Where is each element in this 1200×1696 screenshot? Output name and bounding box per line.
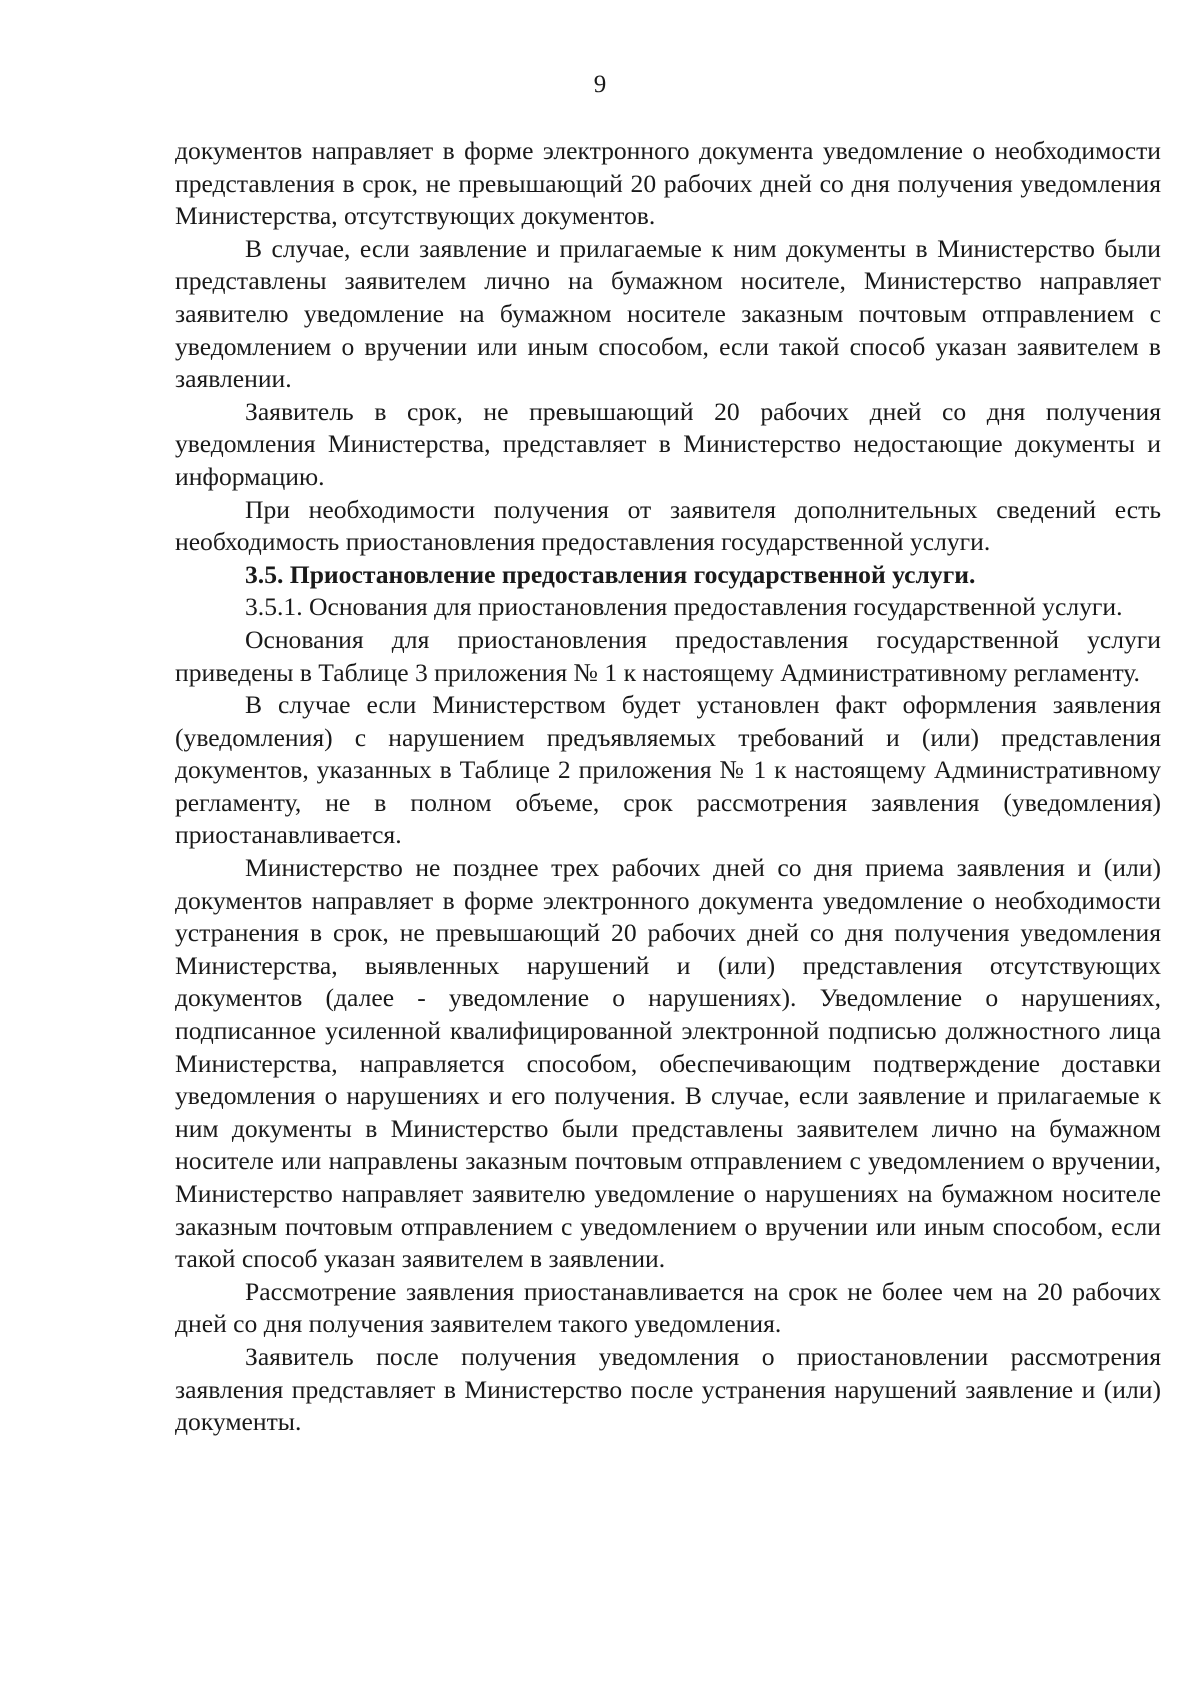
paragraph: В случае, если заявление и прилагаемые к ним документы в Министерство были представлены заявителем лично на бумажном носителе, Министерство направляет заявителю уведомление на бумажном носителе заказным почтовым отправлением с уведомлением о вручении или иным способом, если такой способ указан заявителем в заявлении. bbox=[175, 233, 1161, 394]
paragraph: Заявитель после получения уведомления о приостановлении рассмотрения заявления представляет в Министерство после устранения нарушений заявление и (или) документы. bbox=[175, 1341, 1161, 1437]
paragraph: Министерство не позднее трех рабочих дней со дня приема заявления и (или) документов направляет в форме электронного документа уведомление о необходимости устранения в срок, не превышающий 20 рабочих дней со дня получения уведомления Министерства, выявленных нарушений и (или) представления отсутствующих документов (далее - уведомление о нарушениях). Уведомление о нарушениях, подписанное усиленной квалифицированной электронной подписью должностного лица Министерства, направляется способом, обеспечивающим подтверждение доставки уведомления о нарушениях и его получения. В случае, если заявление и прилагаемые к ним документы в Министерство были представлены заявителем лично на бумажном носителе или направлены заказным почтовым отправлением с уведомлением о вручении, Министерство направляет заявителю уведомление о нарушениях на бумажном носителе заказным почтовым отправлением с уведомлением о вручении или иным способом, если такой способ указан заявителем в заявлении. bbox=[175, 853, 1161, 1274]
paragraph: Заявитель в срок, не превышающий 20 рабочих дней со дня получения уведомления Министерства, представляет в Министерство недостающие документы и информацию. bbox=[175, 396, 1161, 491]
paragraph: При необходимости получения от заявителя дополнительных сведений есть необходимость приостановления предоставления государственной услуги. bbox=[175, 494, 1161, 557]
subsection-heading: 3.5.1. Основания для приостановления предоставления государственной услуги. bbox=[245, 592, 1123, 622]
section-heading: 3.5. Приостановление предоставления государственной услуги. bbox=[245, 559, 976, 589]
page-number: 9 bbox=[593, 71, 607, 98]
paragraph-continuation: документов направляет в форме электронного документа уведомление о необходимости представления в срок, не превышающий 20 рабочих дней со дня получения уведомления Министерства, отсутствующих документов. bbox=[175, 136, 1161, 231]
document-body bbox=[175, 135, 1161, 1439]
paragraph: Рассмотрение заявления приостанавливается на срок не более чем на 20 рабочих дней со дня получения заявителем такого уведомления. bbox=[175, 1276, 1161, 1339]
paragraph: В случае если Министерством будет установлен факт оформления заявления (уведомления) с нарушением предъявляемых требований и (или) представления документов, указанных в Таблице 2 приложения № 1 к настоящему Административному регламенту, не в полном объеме, срок рассмотрения заявления (уведомления) приостанавливается. bbox=[175, 690, 1161, 850]
paragraph: Основания для приостановления предоставления государственной услуги приведены в Таблице 3 приложения № 1 к настоящему Административному регламенту. bbox=[175, 624, 1161, 687]
